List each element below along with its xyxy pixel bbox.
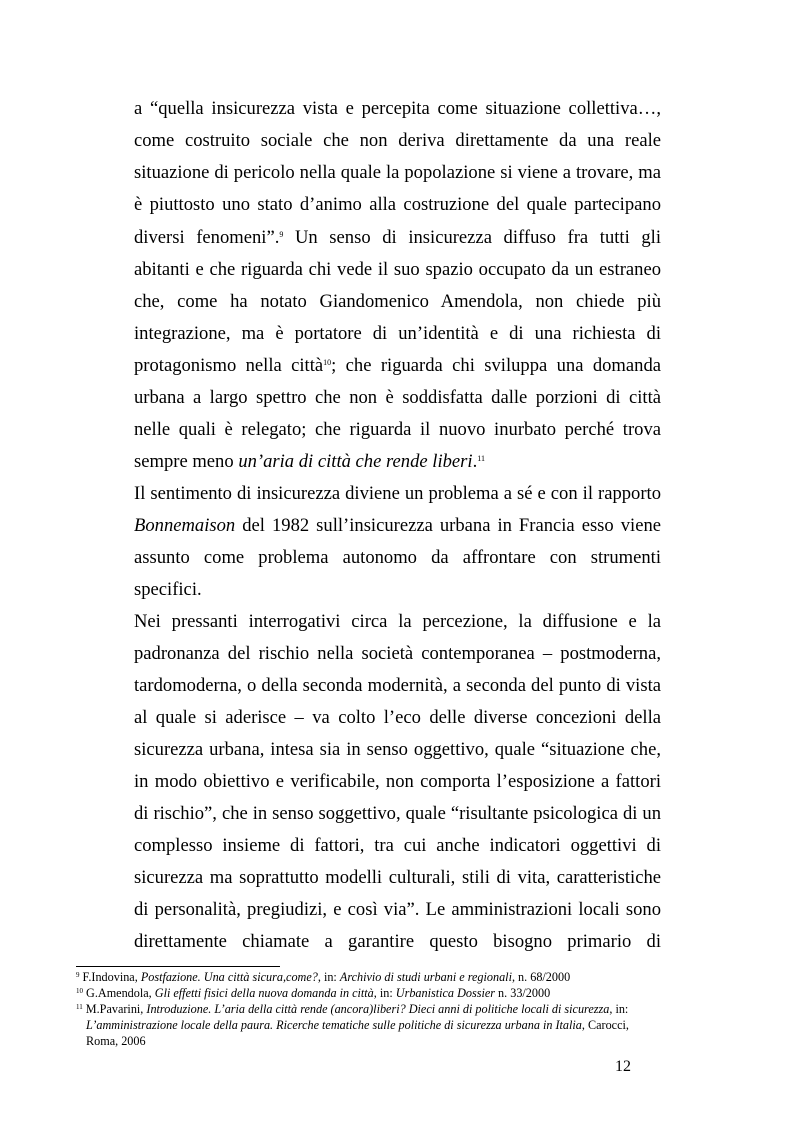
text-line <box>134 515 661 537</box>
text-run: sempre meno <box>134 451 239 472</box>
text-line: direttamente chiamate a garantire questo bisogno primario di <box>134 931 661 952</box>
text-line: sicurezza urbana, intesa sia in senso oggettivo, quale “situazione che, <box>134 739 661 760</box>
footnote-title: Introduzione. L’aria della città rende (ancora)liberi? Dieci anni di politiche locali di sicurezza <box>146 1002 610 1016</box>
text-line: padronanza del rischio nella società contemporanea – postmoderna, <box>134 643 661 664</box>
footnote-source: Urbanistica Dossier <box>395 986 495 1000</box>
text-run: , in: <box>373 986 396 1000</box>
text-line: integrazione, ma è portatore di un’identità e di una richiesta di <box>134 323 661 344</box>
footnote-source: Archivio di studi urbani e regionali <box>339 970 512 984</box>
text-line: di rischio”, che in senso soggettivo, quale “risultante psicologica di un <box>134 803 661 824</box>
text-line: urbana a largo spettro che non è soddisfatta dalle porzioni di città <box>134 387 661 408</box>
footnote-9 <box>76 970 570 984</box>
footnote-10 <box>76 986 550 1000</box>
text-run: , n. 68/2000 <box>511 970 571 984</box>
footnote-number: 10 <box>76 987 83 995</box>
footnote-ref-10: 10 <box>323 358 332 367</box>
text-line: che, come ha notato Giandomenico Amendola, non chiede più <box>134 291 661 312</box>
text-run: diversi fenomeni”. <box>134 227 280 248</box>
text-run: del 1982 sull’insicurezza urbana in Francia esso viene <box>235 515 661 536</box>
footnote-author: M.Pavarini, <box>82 1002 147 1016</box>
text-line: di personalità, pregiudizi, e così via”. Le amministrazioni locali sono <box>134 899 661 920</box>
text-run: ; che riguarda chi sviluppa una domanda <box>331 355 661 376</box>
text-line: situazione di pericolo nella quale la popolazione si viene a trovare, ma <box>134 162 661 183</box>
footnote-11 <box>76 1002 628 1016</box>
text-line: complesso insieme di fattori, tra cui anche indicatori oggettivi di <box>134 835 661 856</box>
text-line: sicurezza ma soprattutto modelli culturali, stili di vita, caratteristiche <box>134 867 661 888</box>
text-line: Nei pressanti interrogativi circa la percezione, la diffusione e la <box>134 611 661 632</box>
text-line <box>134 227 661 249</box>
footnote-author: F.Indovina, <box>79 970 141 984</box>
footnote-title: Postfazione. Una città sicura,come? <box>140 970 318 984</box>
text-run: Un senso di insicurezza diffuso fra tutti gli <box>283 227 661 248</box>
text-line <box>134 451 485 473</box>
text-line: nelle quali è relegato; che riguarda il nuovo inurbato perché trova <box>134 419 661 440</box>
text-line: al quale si aderisce – va colto l’eco delle diverse concezioni della <box>134 707 661 728</box>
text-line: come costruito sociale che non deriva direttamente da una reale <box>134 130 661 151</box>
footnote-ref-9: 9 <box>279 230 284 239</box>
text-line: specifici. <box>134 579 202 600</box>
footnote-number: 9 <box>76 971 80 979</box>
footnote-11-line-2 <box>86 1018 629 1032</box>
footnote-title: Gli effetti fisici della nuova domanda in città <box>154 986 374 1000</box>
text-run: , Carocci, <box>581 1018 629 1032</box>
text-line: a “quella insicurezza vista e percepita come situazione collettiva…, <box>134 98 661 119</box>
text-line <box>134 355 661 377</box>
footnote-source: L’amministrazione locale della paura. Ricerche tematiche sulle politiche di sicurezza urbana in Italia <box>86 1018 582 1032</box>
footnote-number: 11 <box>76 1003 83 1011</box>
text-line: è piuttosto uno stato d’animo alla costruzione del quale partecipano <box>134 194 661 215</box>
italic-phrase: un’aria di città che rende liberi <box>238 451 473 472</box>
footnote-author: G.Amendola, <box>83 986 155 1000</box>
italic-phrase: Bonnemaison <box>134 515 236 536</box>
footnote-separator <box>76 966 280 967</box>
text-line: assunto come problema autonomo da affrontare con strumenti <box>134 547 661 568</box>
text-line: Il sentimento di insicurezza diviene un problema a sé e con il rapporto <box>134 483 661 504</box>
text-run: n. 33/2000 <box>495 986 551 1000</box>
text-line: in modo obiettivo e verificabile, non comporta l’esposizione a fattori <box>134 771 661 792</box>
text-run: , in: <box>317 970 340 984</box>
text-run: . <box>472 451 478 472</box>
footnote-11-line-3: Roma, 2006 <box>86 1034 146 1048</box>
text-run: protagonismo nella città <box>134 355 324 376</box>
text-run: , in: <box>609 1002 629 1016</box>
text-line: tardomoderna, o della seconda modernità, a seconda del punto di vista <box>134 675 661 696</box>
page-number: 12 <box>615 1058 631 1075</box>
footnote-ref-11: 11 <box>477 454 485 463</box>
text-line: abitanti e che riguarda chi vede il suo spazio occupato da un estraneo <box>134 259 661 280</box>
